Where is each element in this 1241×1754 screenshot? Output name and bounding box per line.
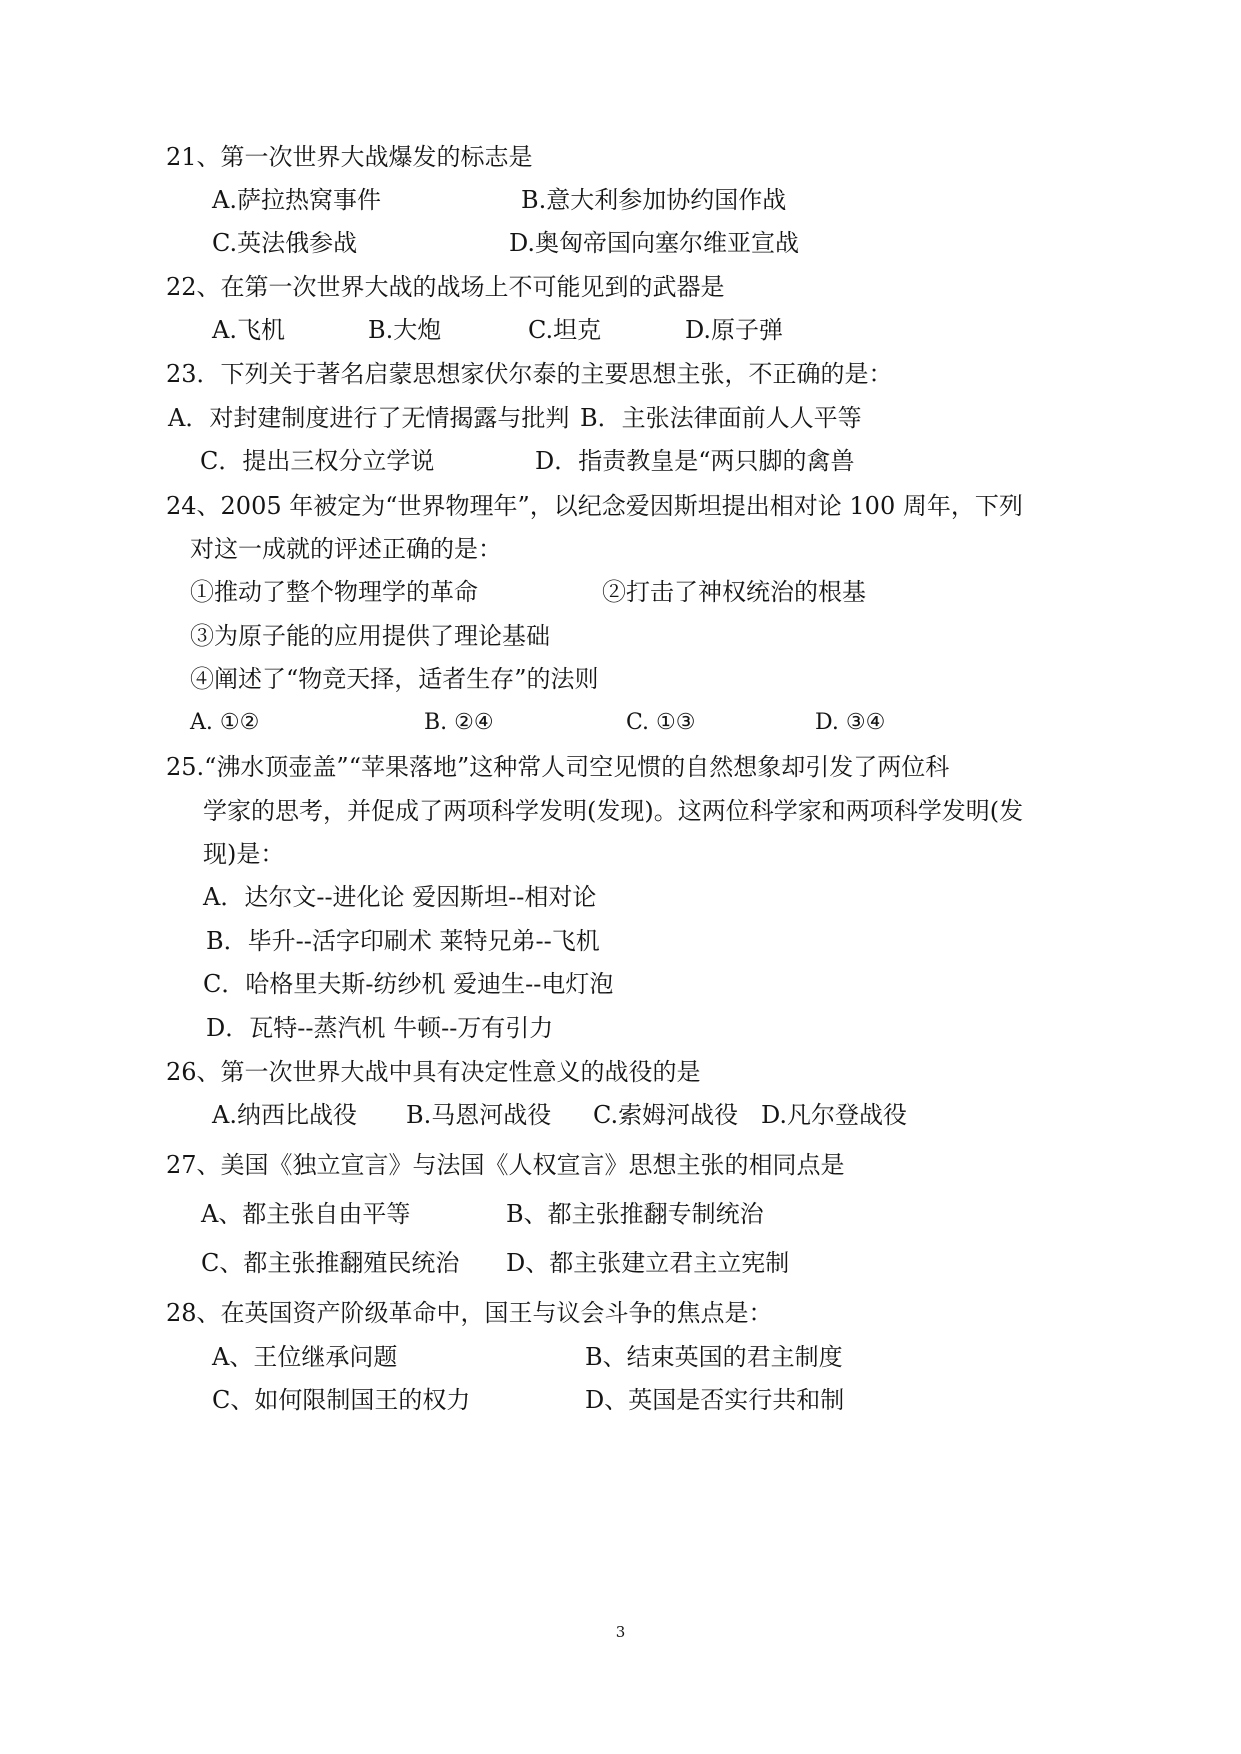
question-26-options xyxy=(0,1098,1241,1132)
question-22-option-d: D.原子弹 xyxy=(685,316,784,344)
question-23-option-c: C．提出三权分立学说 xyxy=(200,447,435,475)
question-27-option-b: B、都主张推翻专制统治 xyxy=(506,1200,764,1228)
question-25-option-b: B．毕升--活字印刷术 莱特兄弟--飞机 xyxy=(206,927,600,955)
question-24-statement-1: ①推动了整个物理学的革命 xyxy=(190,578,478,606)
question-21-stem: 21、第一次世界大战爆发的标志是 xyxy=(166,143,533,171)
question-24-statements-row-1 xyxy=(0,575,1241,609)
question-28-option-b: B、结束英国的君主制度 xyxy=(585,1343,843,1371)
question-22-stem: 22、在第一次世界大战的战场上不可能见到的武器是 xyxy=(166,273,725,301)
question-26-option-c: C.索姆河战役 xyxy=(593,1101,739,1129)
question-23-stem: 23．下列关于著名启蒙思想家伏尔泰的主要思想主张，不正确的是： xyxy=(166,360,893,388)
question-24-statement-3: ③为原子能的应用提供了理论基础 xyxy=(190,622,550,650)
question-28-option-d: D、英国是否实行共和制 xyxy=(585,1386,845,1414)
question-22-option-a: A.飞机 xyxy=(212,316,285,344)
question-23-option-d: D．指责教皇是“两只脚的禽兽 xyxy=(535,447,855,475)
question-25-stem-line-2: 学家的思考，并促成了两项科学发明(发现)。这两位科学家和两项科学发明(发 xyxy=(203,797,1024,825)
question-22-option-c: C.坦克 xyxy=(528,316,602,344)
question-24-option-c: C. ①③ xyxy=(626,710,696,735)
question-21-options-row-2 xyxy=(0,226,1241,260)
question-28-options-row-1 xyxy=(0,1340,1241,1374)
question-21-option-b: B.意大利参加协约国作战 xyxy=(521,186,787,214)
question-26-option-b: B.马恩河战役 xyxy=(406,1101,552,1129)
question-25-stem-line-3: 现)是： xyxy=(203,840,285,868)
question-21-option-d: D.奥匈帝国向塞尔维亚宣战 xyxy=(509,229,800,257)
question-25-option-d: D．瓦特--蒸汽机 牛顿--万有引力 xyxy=(206,1014,554,1042)
question-25-option-c: C．哈格里夫斯-纺纱机 爱迪生--电灯泡 xyxy=(203,970,614,998)
question-27-options-row-2 xyxy=(0,1246,1241,1280)
page-number: 3 xyxy=(615,1623,626,1641)
question-24-stem-line-1: 24、2005 年被定为“世界物理年”，以纪念爱因斯坦提出相对论 100 周年，下列 xyxy=(166,492,1023,520)
question-22-options xyxy=(0,313,1241,347)
question-24-statement-4: ④阐述了“物竞天择，适者生存”的法则 xyxy=(190,665,599,693)
question-23-options-row-2 xyxy=(0,444,1241,478)
question-26-stem: 26、第一次世界大战中具有决定性意义的战役的是 xyxy=(166,1058,701,1086)
question-21-option-a: A.萨拉热窝事件 xyxy=(212,186,381,214)
question-28-options-row-2 xyxy=(0,1383,1241,1417)
question-22-option-b: B.大炮 xyxy=(368,316,442,344)
question-23-options-row-1 xyxy=(0,401,1241,435)
question-27-stem: 27、美国《独立宣言》与法国《人权宣言》思想主张的相同点是 xyxy=(166,1151,845,1179)
question-27-option-d: D、都主张建立君主立宪制 xyxy=(506,1249,790,1277)
question-24-statement-2: ②打击了神权统治的根基 xyxy=(602,578,866,606)
question-21-option-c: C.英法俄参战 xyxy=(212,229,358,257)
question-28-stem: 28、在英国资产阶级革命中，国王与议会斗争的焦点是： xyxy=(166,1299,773,1327)
question-21-options-row-1 xyxy=(0,183,1241,217)
question-26-option-d: D.凡尔登战役 xyxy=(761,1101,908,1129)
question-26-option-a: A.纳西比战役 xyxy=(212,1101,357,1129)
question-23-option-b: B．主张法律面前人人平等 xyxy=(580,404,862,432)
question-28-option-a: A、王位继承问题 xyxy=(212,1343,398,1371)
question-24-options xyxy=(0,706,1241,740)
question-27-options-row-1 xyxy=(0,1197,1241,1231)
question-24-stem-line-2: 对这一成就的评述正确的是： xyxy=(190,535,502,563)
question-27-option-c: C、都主张推翻殖民统治 xyxy=(201,1249,460,1277)
question-25-stem-line-1: 25.“沸水顶壶盖”“苹果落地”这种常人司空见惯的自然想象却引发了两位科 xyxy=(166,753,950,781)
question-28-option-c: C、如何限制国王的权力 xyxy=(212,1386,471,1414)
question-25-option-a: A．达尔文--进化论 爱因斯坦--相对论 xyxy=(203,883,597,911)
question-27-option-a: A、都主张自由平等 xyxy=(201,1200,411,1228)
question-24-option-d: D. ③④ xyxy=(815,710,886,735)
question-24-option-a: A. ①② xyxy=(190,710,260,735)
question-24-option-b: B. ②④ xyxy=(424,710,494,735)
question-23-option-a: A．对封建制度进行了无情揭露与批判 xyxy=(168,404,570,432)
